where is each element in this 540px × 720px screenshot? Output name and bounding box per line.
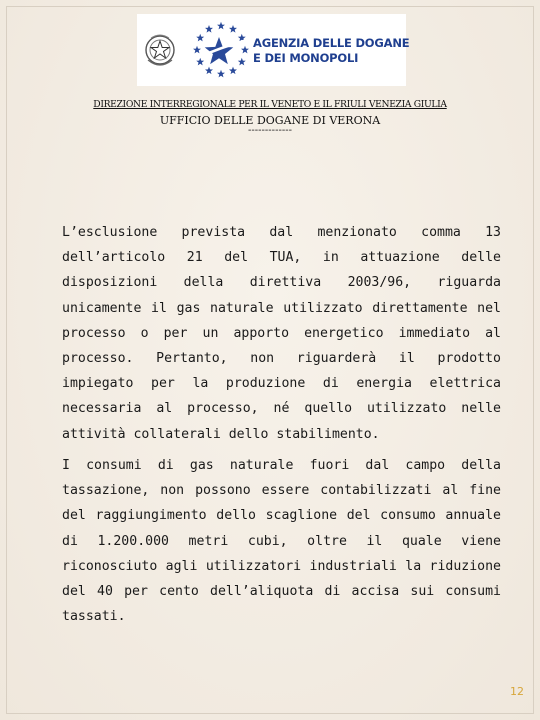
star-icon bbox=[205, 25, 213, 33]
header-separator: ------------- bbox=[248, 125, 292, 136]
star-icon bbox=[229, 25, 237, 33]
logo-text-line1: AGENZIA DELLE DOGANE bbox=[253, 36, 410, 50]
italian-republic-emblem-icon bbox=[143, 30, 177, 70]
star-icon bbox=[241, 46, 249, 54]
header-office: UFFICIO DELLE DOGANE DI VERONA bbox=[159, 114, 381, 127]
star-icon bbox=[229, 67, 237, 75]
star-circle-icon bbox=[189, 18, 253, 82]
body-paragraph-2: I consumi di gas naturale fuori dal campo della tassazione, non possono essere contabilizzati al fine del raggiungimento dello scaglione del consumo annuale di 1.200.000 metri cubi, oltre il quale viene riconosciuto agli utilizzatori industriali la riduzione del 40 per cento dell’aliquota di accisa sui consumi tassati. bbox=[62, 458, 501, 625]
star-icon bbox=[196, 58, 204, 66]
star-icon bbox=[193, 46, 201, 54]
star-icon bbox=[217, 22, 225, 30]
star-icon bbox=[196, 34, 204, 42]
star-icon bbox=[205, 67, 213, 75]
logo-text bbox=[253, 36, 410, 66]
logo-text-line2: E DEI MONOPOLI bbox=[253, 51, 359, 65]
page-number: 12 bbox=[510, 685, 524, 698]
agency-logo bbox=[137, 14, 410, 86]
header-directorate: DIREZIONE INTERREGIONALE PER IL VENETO E IL FRIULI VENEZIA GIULIA bbox=[93, 99, 447, 110]
star-icon bbox=[217, 70, 225, 78]
star-icon bbox=[238, 58, 246, 66]
body-paragraph-1: L’esclusione prevista dal menzionato comma 13 dell’articolo 21 del TUA, in attuazione delle disposizioni della direttiva 2003/96, riguarda unicamente il gas naturale utilizzato direttamente nel processo o per un apporto energetico immediato al processo. Pertanto, non riguarderà il prodotto impiegato per la produzione di energia elettrica necessaria al processo, né quello utilizzato nelle attività collaterali dello stabilimento. bbox=[62, 225, 501, 442]
star-icon bbox=[205, 37, 234, 64]
